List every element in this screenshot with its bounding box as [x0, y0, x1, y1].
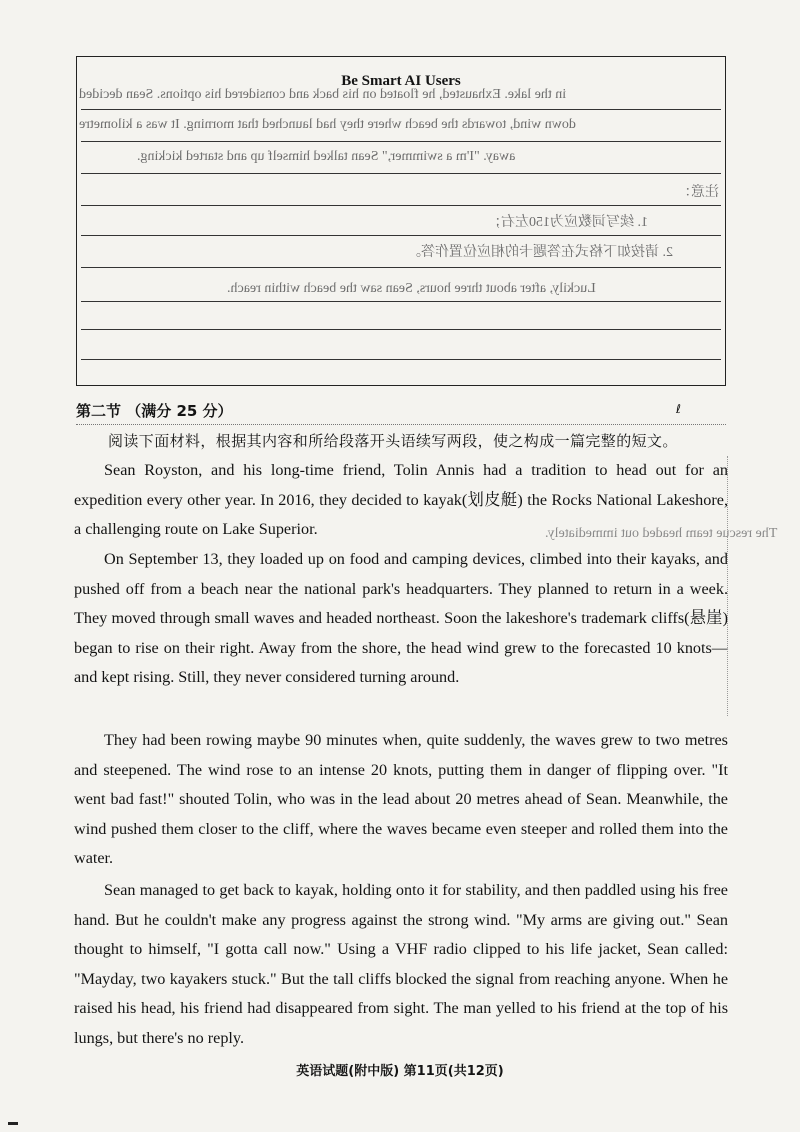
bleed-through-line: Luckily, after about three hours, Sean saw the beach within reach. [227, 281, 596, 296]
answer-line [81, 109, 721, 110]
section-heading: 第二节 （满分 25 分） [76, 402, 233, 420]
bleed-through-line: 1. 续写词数应为150左右； [487, 215, 648, 230]
bleed-through-line: in the lake. Exhausted, he floated on his back and considered his options. Sean decided [79, 87, 567, 102]
answer-line [81, 205, 721, 206]
bleed-through-line: 2. 请按如下格式在答题卡的相应位置作答。 [407, 245, 673, 260]
answer-line [81, 173, 721, 174]
answer-box [76, 56, 726, 386]
passage-paragraph-1: Sean Royston, and his long-time friend, Tolin Annis had a tradition to head out for an expedition every other year. In 2016, they decided to kayak(划皮艇) the Rocks National Lakeshore, a challenging route on Lake Superior. [74, 461, 728, 538]
answer-box-title: Be Smart AI Users [341, 73, 461, 89]
margin-guide [727, 456, 728, 716]
task-instruction: 阅读下面材料，根据其内容和所给段落开头语续写两段，使之构成一篇完整的短文。 [108, 432, 678, 450]
answer-line [81, 329, 721, 330]
section-divider [76, 424, 726, 425]
margin-mark: ℓ [676, 402, 681, 416]
answer-line [81, 267, 721, 268]
bleed-through-line: down wind, towards the beach where they had launched that morning. It was a kilometre [79, 117, 576, 132]
corner-mark [8, 1122, 18, 1125]
answer-line [81, 141, 721, 142]
answer-line [81, 235, 721, 236]
answer-line [81, 359, 721, 360]
bleed-through-line: The rescue team headed out immediately. [545, 526, 778, 541]
page-footer: 英语试题(附中版) 第11页(共12页) [296, 1064, 504, 1079]
passage-paragraph-3: They had been rowing maybe 90 minutes when, quite suddenly, the waves grew to two metres and steepened. The wind rose to an intense 20 knots, putting them in danger of flipping over. "It went bad fast!" shouted Tolin, who was in the lead about 20 metres ahead of Sean. Meanwhile, the wind pushed them closer to the cliff, where the waves became even steeper and rolled them into the water. [74, 731, 728, 867]
passage-paragraph-4: Sean managed to get back to kayak, holding onto it for stability, and then paddled using his free hand. But he couldn't make any progress against the strong wind. "My arms are giving out." Sean thought to himself, "I gotta call now." Using a VHF radio clipped to his life jacket, Sean called: "Mayday, two kayakers stuck." But the tall cliffs blocked the signal from reaching anyone. When he raised his head, his friend had disappeared from sight. The man yelled to his friend at the top of his lungs, but there's no reply. [74, 881, 728, 1047]
bleed-through-line: away. "I'm a swimmer," Sean talked himself up and started kicking. [137, 149, 516, 164]
passage-paragraph-2: On September 13, they loaded up on food and camping devices, climbed into their kayaks, and pushed off from a beach near the national park's headquarters. They planned to return in a week. They moved through small waves and headed northeast. Soon the lakeshore's trademark cliffs(悬崖) began to rise on their right. Away from the shore, the head wind grew to the forecasted 10 knots—and kept rising. Still, they never considered turning around. [74, 550, 728, 686]
answer-line [81, 301, 721, 302]
bleed-through-line: 注意： [677, 185, 719, 200]
